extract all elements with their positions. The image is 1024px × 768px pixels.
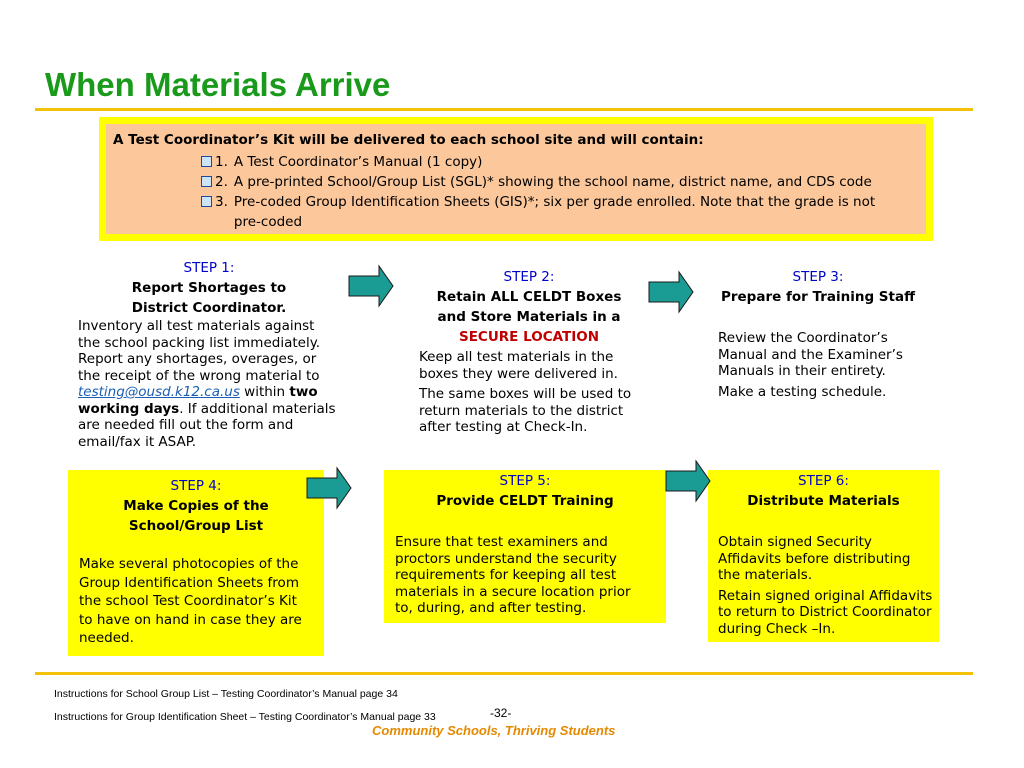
step-label: STEP 1: <box>183 260 235 276</box>
step-title-line: Distribute Materials <box>747 493 900 509</box>
step-paragraph: The same boxes will be used to return materials to the district after testing at Check-In. <box>419 386 632 435</box>
kit-item-number: 2. <box>215 174 228 190</box>
kit-contents-box <box>99 117 933 241</box>
step-body-text: within <box>239 384 290 400</box>
step-paragraph: Make a testing schedule. <box>718 383 887 400</box>
kit-contents-panel <box>106 124 926 234</box>
kit-item-text: A pre-printed School/Group List (SGL)* showing the school name, district name, and CDS code <box>233 174 872 190</box>
step-5-body <box>395 534 652 617</box>
step-title-line: Retain ALL CELDT Boxes <box>436 289 622 305</box>
step-2-body <box>419 349 639 436</box>
step-1-heading <box>78 258 340 318</box>
step-6-body <box>718 534 933 637</box>
step-title-line: Provide CELDT Training <box>436 493 614 509</box>
step-1-body <box>78 318 340 450</box>
step-3 <box>718 267 918 404</box>
step-3-body <box>718 330 918 400</box>
bottom-divider <box>35 672 973 675</box>
step-paragraph: Keep all test materials in the boxes they were delivered in. <box>419 349 618 382</box>
kit-item-number: 3. <box>215 194 228 210</box>
checkbox-bullet-icon <box>201 196 212 207</box>
step-title-line: District Coordinator. <box>131 300 287 316</box>
step-3-heading <box>718 267 918 307</box>
step-2 <box>419 267 639 440</box>
email-link[interactable]: testing@ousd.k12.ca.us <box>78 384 240 400</box>
kit-item-number: 1. <box>215 154 228 170</box>
kit-item <box>201 172 892 192</box>
footer-note: Instructions for School Group List – Testing Coordinator’s Manual page 34 <box>54 688 398 700</box>
step-paragraph: Obtain signed Security Affidavits before distributing the materials. <box>718 534 911 583</box>
kit-item <box>201 192 892 232</box>
checkbox-bullet-icon <box>201 176 212 187</box>
step-6-heading <box>708 471 939 511</box>
step-title-emphasis: SECURE LOCATION <box>458 329 600 345</box>
kit-item <box>201 152 892 172</box>
step-body-text: Inventory all test materials against the school packing list immediately. Report any shortages, overages, or the receipt of the wrong material to <box>78 318 321 384</box>
step-label: STEP 4: <box>170 478 222 494</box>
arrow-right-icon <box>305 466 353 510</box>
step-title-line: Report Shortages to <box>131 280 287 296</box>
step-6 <box>708 470 939 642</box>
step-4-body <box>79 555 314 648</box>
kit-item-text: Pre-coded Group Identification Sheets (GIS)*; six per grade enrolled. Note that the grade is not pre-coded <box>233 194 876 230</box>
step-5-heading <box>384 471 666 511</box>
kit-heading: A Test Coordinator’s Kit will be delivered to each school site and will contain: <box>113 132 704 148</box>
arrow-right-icon <box>647 270 695 314</box>
kit-item-text: A Test Coordinator’s Manual (1 copy) <box>233 154 483 170</box>
tagline: Community Schools, Thriving Students <box>372 723 616 738</box>
step-title-line: Prepare for Training Staff <box>720 289 916 305</box>
step-paragraph: Make several photocopies of the Group Identification Sheets from the school Test Coordinator’s Kit to have on hand in case they are needed. <box>79 556 302 646</box>
step-title-line: and Store Materials in a <box>437 309 621 325</box>
step-paragraph: Review the Coordinator’s Manual and the Examiner’s Manuals in their entirety. <box>718 330 903 379</box>
step-4 <box>68 470 324 656</box>
step-label: STEP 2: <box>503 269 555 285</box>
step-title-line: Make Copies of the <box>123 498 269 514</box>
checkbox-bullet-icon <box>201 156 212 167</box>
step-body-text: . If additional materials are needed fill out the form and email/fax it ASAP. <box>78 400 336 450</box>
footer-note: Instructions for Group Identification Sheet – Testing Coordinator’s Manual page 33 <box>54 711 436 723</box>
step-label: STEP 3: <box>792 269 844 285</box>
page-title: When Materials Arrive <box>45 66 391 103</box>
step-label: STEP 6: <box>798 473 849 489</box>
step-body-emphasis: two working days <box>78 384 318 417</box>
step-4-heading <box>68 476 324 536</box>
step-2-heading <box>419 267 639 347</box>
step-title-line: School/Group List <box>128 518 264 534</box>
step-5 <box>384 470 666 623</box>
arrow-right-icon <box>347 264 395 308</box>
arrow-right-icon <box>664 459 712 503</box>
top-divider <box>35 108 973 111</box>
step-label: STEP 5: <box>499 473 551 489</box>
step-paragraph: Ensure that test examiners and proctors understand the security requirements for keeping all test materials in a secure location prior to, during, and after testing. <box>395 534 631 616</box>
step-paragraph: Retain signed original Affidavits to return to District Coordinator during Check –In. <box>718 587 933 637</box>
step-1 <box>78 258 340 450</box>
page-number: -32- <box>490 706 512 720</box>
